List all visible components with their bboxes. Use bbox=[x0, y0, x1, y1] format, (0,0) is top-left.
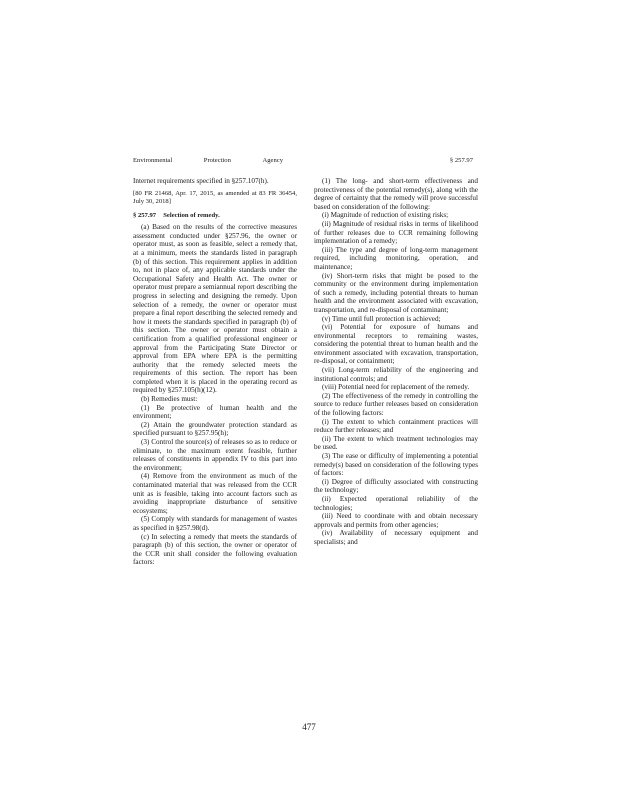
paragraph: (2) The effectiveness of the remedy in controlling the source to reduce further releases based on consideration of the following factors: bbox=[314, 391, 478, 418]
section-number: § 257.97 bbox=[133, 211, 157, 219]
section-title: Selection of remedy. bbox=[163, 211, 220, 219]
left-column bbox=[133, 177, 297, 567]
paragraph: (i) Magnitude of reduction of existing risks; bbox=[322, 211, 449, 220]
paragraph: (ii) Magnitude of residual risks in terms of likelihood of further releases due to CCR remaining following implementation of a remedy; bbox=[314, 219, 478, 246]
paragraph: (1) Be protective of human health and the environment; bbox=[133, 403, 297, 421]
paragraph: (3) Control the source(s) of releases so as to reduce or eliminate, to the maximum extent feasible, further releases of constituents in appendix IV to this part into the environment; bbox=[133, 438, 297, 472]
right-column bbox=[314, 177, 478, 547]
page-number: 477 bbox=[302, 722, 316, 732]
paragraph: (a) Based on the results of the corrective measures assessment conducted under §257.96, the owner or operator must, as soon as feasible, select a remedy that, at a minimum, meets the standards listed in paragraph (b) of this section. This requirement applies in addition to, not in place of, any applicable standards under the Occupational Safety and Health Act. The owner or operator must prepare a semiannual report describing the progress in selecting and designing the remedy. Upon selection of a remedy, the owner or operator must prepare a final report describing the selected remedy and how it meets the standards specified in paragraph (b) of this section. The owner or operator must obtain a certification from a qualified professional engineer or approval from the Participating State Director or approval from EPA where EPA is the permitting authority that the remedy selected meets the requirements of this section. The report has been completed when it is placed in the operating record as required by §257.105(h)(12). bbox=[133, 223, 297, 395]
paragraph: (iv) Availability of necessary equipment and specialists; and bbox=[314, 529, 478, 546]
paragraph: (4) Remove from the environment as much of the contaminated material that was released from the CCR unit as is feasible, taking into account factors such as avoiding inappropriate disturbance of sensitive ecosystems; bbox=[133, 472, 297, 515]
paragraph: (5) Comply with standards for management of wastes as specified in §257.98(d). bbox=[133, 515, 297, 532]
paragraph: (vii) Long-term reliability of the engineering and institutional controls; and bbox=[314, 366, 478, 383]
running-header-section: § 257.97 bbox=[449, 157, 473, 164]
header-word: Protection bbox=[203, 157, 231, 164]
paragraph: (ii) Expected operational reliability of the technologies; bbox=[314, 494, 478, 512]
running-header-agency bbox=[133, 157, 283, 165]
paragraph: (2) Attain the groundwater protection standard as specified pursuant to §257.95(h); bbox=[133, 420, 297, 438]
paragraph: (iii) The type and degree of long-term management required, including monitoring, operation, and maintenance; bbox=[314, 245, 478, 271]
paragraph: (c) In selecting a remedy that meets the standards of paragraph (b) of this section, the owner or operator of the CCR unit shall consider the following evaluation factors: bbox=[133, 532, 297, 567]
paragraph: (vi) Potential for exposure of humans and environmental receptors to remaining wastes, considering the potential threat to human health and the environment associated with excavation, transportation, re-disposal, or containment; bbox=[314, 323, 478, 366]
paragraph: (viii) Potential need for replacement of the remedy. bbox=[322, 383, 470, 392]
carryover-text: Internet requirements specified in §257.107(h). bbox=[133, 177, 269, 185]
header-word: Agency bbox=[262, 157, 283, 164]
header-word: Environmental bbox=[133, 157, 173, 164]
paragraph: (iii) Need to coordinate with and obtain necessary approvals and permits from other agencies; bbox=[314, 512, 478, 529]
section-heading bbox=[133, 211, 297, 221]
paragraph: (i) The extent to which containment practices will reduce further releases; and bbox=[314, 417, 478, 435]
paragraph: (1) The long- and short-term effectiveness and protectiveness of the potential remedy(s), along with the degree of certainty that the remedy will prove successful based on consideration of the following: bbox=[314, 177, 478, 211]
amendment-citation: [80 FR 21468, Apr. 17, 2015, as amended at 83 FR 36454, July 30, 2018] bbox=[133, 189, 297, 205]
paragraph: (i) Degree of difficulty associated with constructing the technology; bbox=[314, 477, 478, 495]
paragraph: (iv) Short-term risks that might be posed to the community or the environment during implementation of such a remedy, including potential threats to human health and the environment associated with excavation, transportation, and re-disposal of contaminant; bbox=[314, 271, 478, 314]
paragraph: (v) Time until full protection is achieved; bbox=[322, 314, 441, 323]
paragraph: (b) Remedies must: bbox=[141, 395, 198, 404]
paragraph: (ii) The extent to which treatment technologies may be used. bbox=[314, 434, 478, 452]
paragraph: (3) The ease or difficulty of implementing a potential remedy(s) based on consideration of the following types of factors: bbox=[314, 452, 478, 478]
